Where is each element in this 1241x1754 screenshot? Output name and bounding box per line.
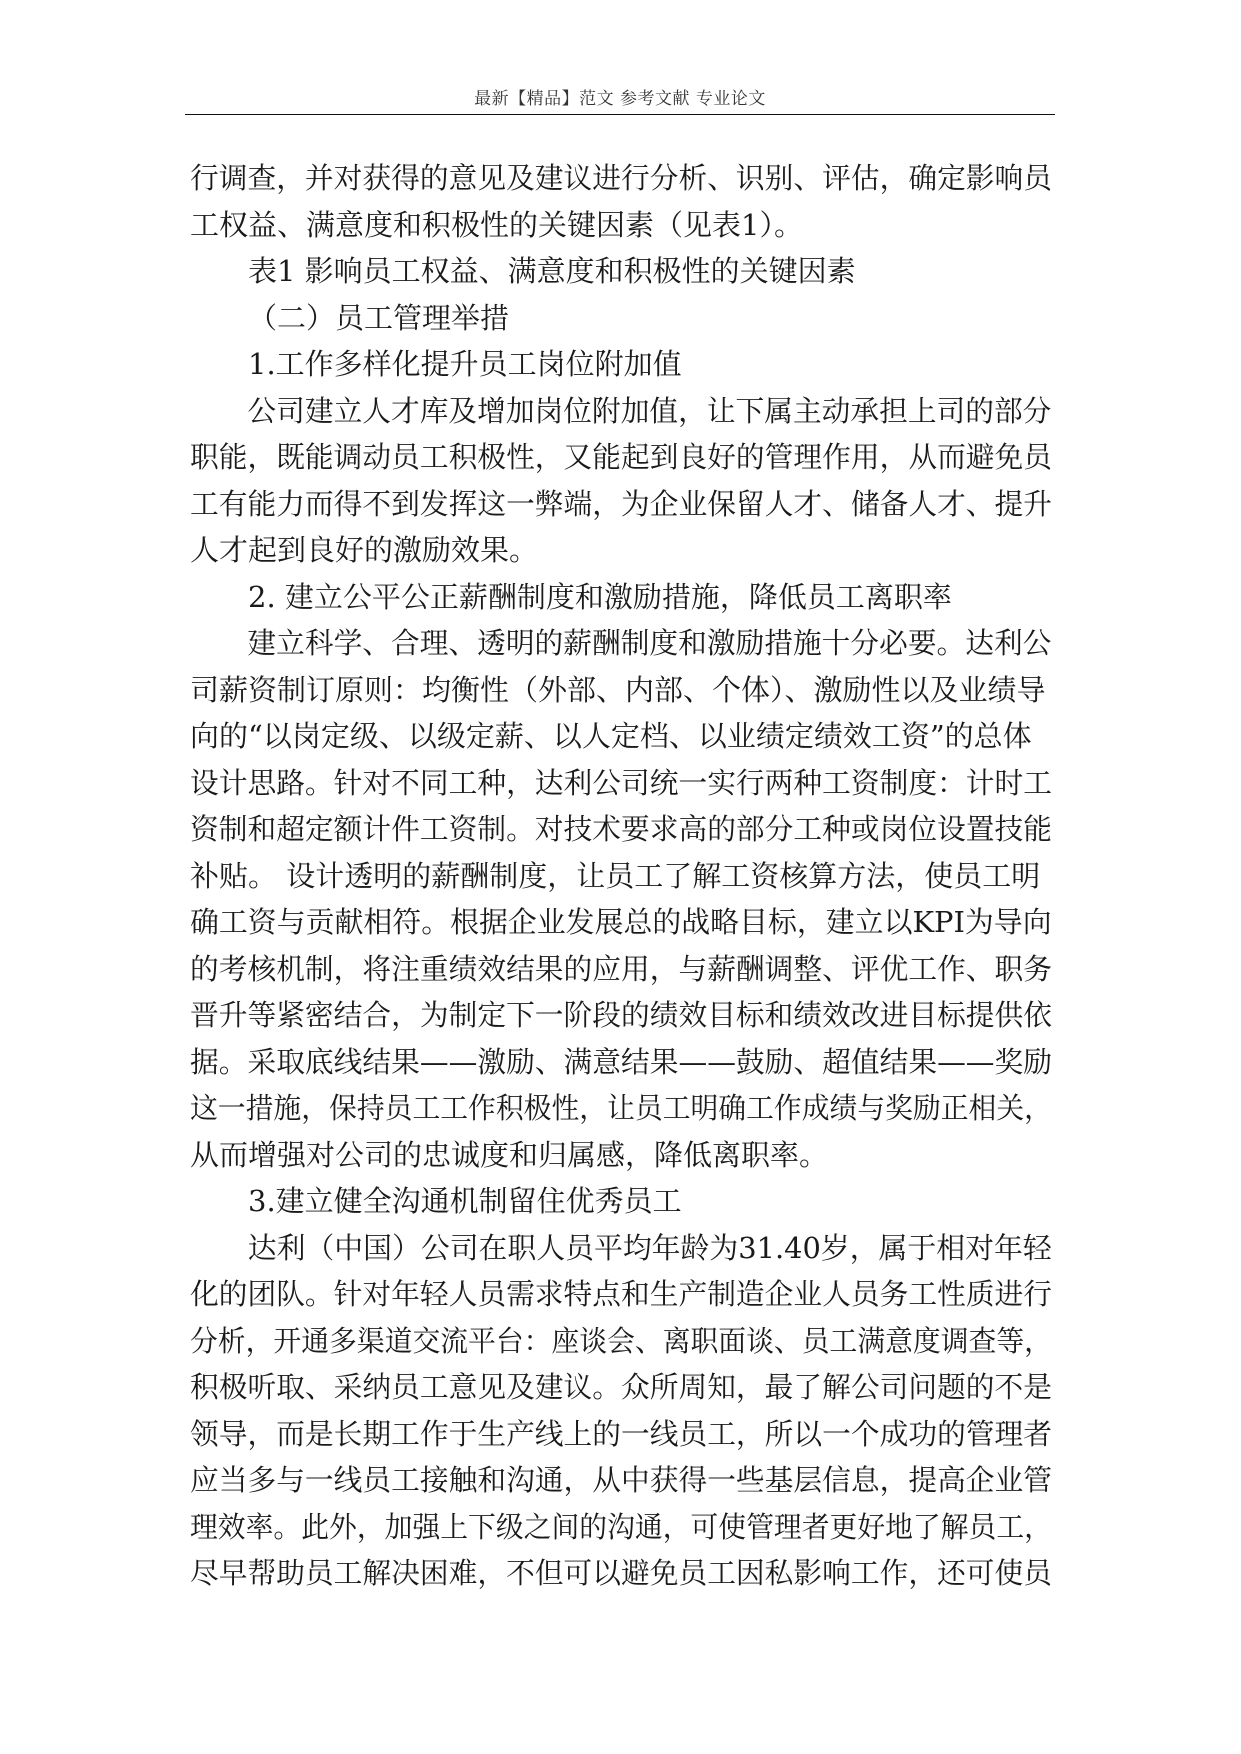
- text-line: （二）员工管理举措: [248, 300, 510, 335]
- page-header: 最新【精品】范文 参考文献 专业论文: [474, 89, 766, 109]
- text-line: 资制和超定额计件工资制。对技术要求高的部分工种或岗位设置技能: [190, 812, 1053, 846]
- text-line: 表1 影响员工权益、满意度和积极性的关键因素: [248, 254, 856, 288]
- text-line: 2. 建立公平公正薪酬制度和激励措施，降低员工离职率: [248, 579, 952, 614]
- text-line: 确工资与贡献相符。根据企业发展总的战略目标，建立以KPI为导向: [190, 905, 1052, 939]
- text-line: 据。采取底线结果——激励、满意结果——鼓励、超值结果——奖励: [190, 1044, 1053, 1079]
- text-line: 补贴。 设计透明的薪酬制度，让员工了解工资核算方法，使员工明: [190, 858, 1041, 893]
- text-line: 应当多与一线员工接触和沟通，从中获得一些基层信息，提高企业管: [190, 1463, 1053, 1497]
- text-line: 设计思路。针对不同工种，达利公司统一实行两种工资制度：计时工: [190, 765, 1053, 800]
- text-line: 行调查，并对获得的意见及建议进行分析、识别、评估，确定影响员: [190, 161, 1053, 195]
- text-line: 的考核机制，将注重绩效结果的应用，与薪酬调整、评优工作、职务: [190, 951, 1053, 986]
- text-line: 3.建立健全沟通机制留住优秀员工: [248, 1184, 682, 1218]
- text-line: 晋升等紧密结合，为制定下一阶段的绩效目标和绩效改进目标提供依: [190, 998, 1053, 1032]
- text-line: 工权益、满意度和积极性的关键因素（见表1）。: [190, 207, 803, 242]
- text-line: 理效率。此外，加强上下级之间的沟通，可使管理者更好地了解员工，: [190, 1509, 1052, 1544]
- text-line: 分析，开通多渠道交流平台：座谈会、离职面谈、员工满意度调查等，: [190, 1323, 1052, 1358]
- text-line: 向的“以岗定级、以级定薪、以人定档、以业绩定绩效工资”的总体: [190, 719, 1032, 753]
- text-line: 工有能力而得不到发挥这一弊端，为企业保留人才、储备人才、提升: [190, 486, 1053, 521]
- text-line: 建立科学、合理、透明的薪酬制度和激励措施十分必要。达利公: [247, 626, 1052, 660]
- text-line: 达利（中国）公司在职人员平均年龄为31.40岁，属于相对年轻: [247, 1230, 1052, 1265]
- text-line: 化的团队。针对年轻人员需求特点和生产制造企业人员务工性质进行: [190, 1277, 1053, 1311]
- text-line: 领导，而是长期工作于生产线上的一线员工，所以一个成功的管理者: [190, 1416, 1053, 1451]
- text-line: 司薪资制订原则：均衡性（外部、内部、个体）、激励性以及业绩导: [190, 672, 1046, 707]
- document-body: [190, 155, 1052, 1597]
- text-line: 从而增强对公司的忠诚度和归属感，降低离职率。: [190, 1137, 829, 1172]
- text-line: 职能，既能调动员工积极性，又能起到良好的管理作用，从而避免员: [190, 440, 1053, 474]
- text-line: 尽早帮助员工解决困难，不但可以避免员工因私影响工作，还可使员: [190, 1556, 1053, 1590]
- text-line: 公司建立人才库及增加岗位附加值，让下属主动承担上司的部分: [247, 393, 1052, 428]
- text-line: 1.工作多样化提升员工岗位附加值: [248, 347, 682, 381]
- text-line: 积极听取、采纳员工意见及建议。众所周知，最了解公司问题的不是: [190, 1370, 1053, 1404]
- text-line: 人才起到良好的激励效果。: [190, 533, 539, 567]
- text-line: 这一措施，保持员工工作积极性，让员工明确工作成绩与奖励正相关，: [190, 1091, 1052, 1125]
- header-divider: [185, 114, 1055, 115]
